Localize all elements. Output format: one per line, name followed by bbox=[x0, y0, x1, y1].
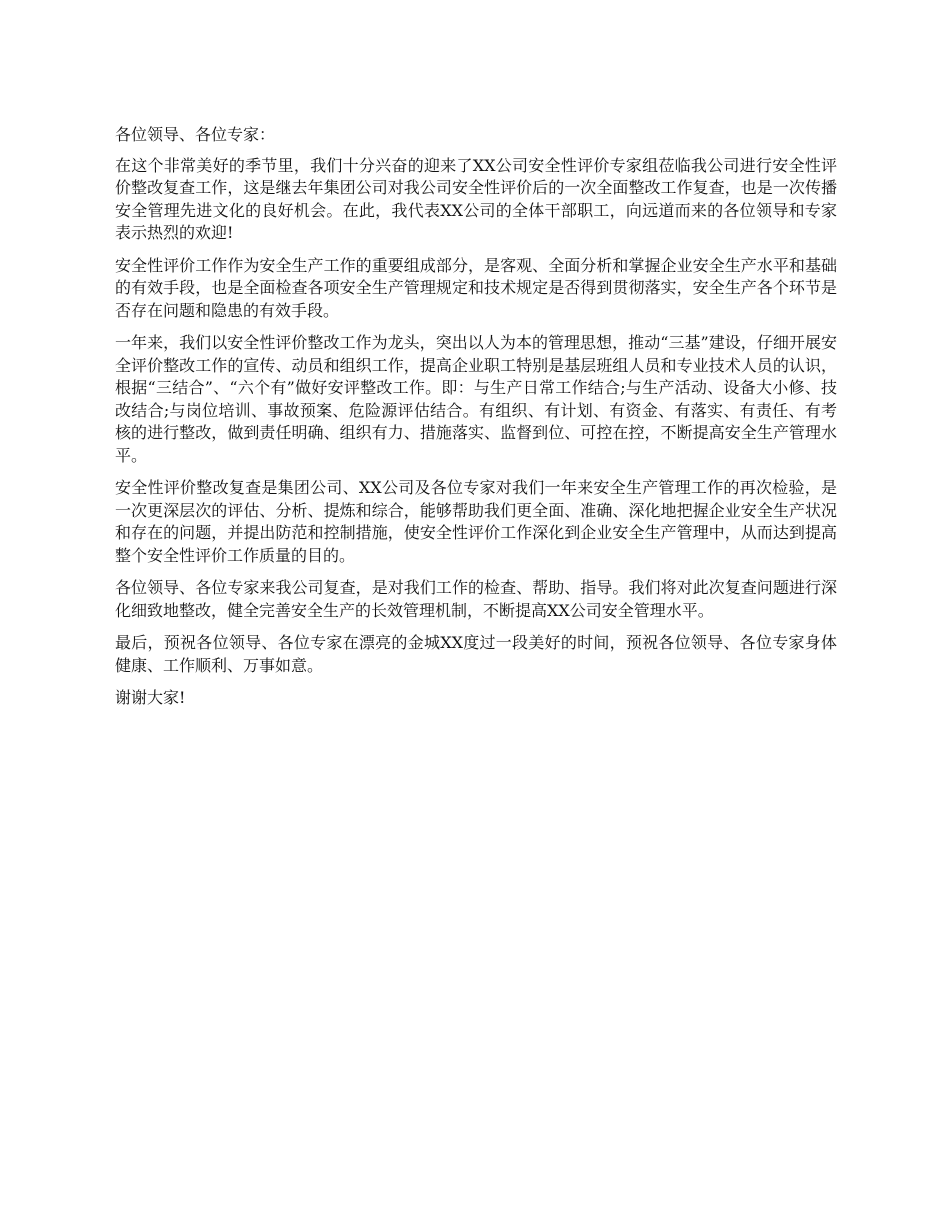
paragraph-safety-evaluation-role: 安全性评价工作作为安全生产工作的重要组成部分，是客观、全面分析和掌握企业安全生产水平和基础的有效手段，也是全面检查各项安全生产管理规定和技术规定是否得到贯彻落实，安全生产各个环节是否存在问题和隐患的有效手段。 bbox=[115, 255, 837, 320]
paragraph-wishes: 最后，预祝各位领导、各位专家在漂亮的金城XX度过一段美好的时间，预祝各位领导、各位专家身体健康、工作顺利、万事如意。 bbox=[115, 633, 837, 675]
salutation: 各位领导、各位专家： bbox=[115, 125, 276, 144]
paragraph-commitment: 各位领导、各位专家来我公司复查，是对我们工作的检查、帮助、指导。我们将对此次复查问题进行深化细致地整改，健全完善安全生产的长效管理机制，不断提高XX公司安全管理水平。 bbox=[115, 578, 837, 620]
paragraph-recheck-purpose: 安全性评价整改复查是集团公司、XX公司及各位专家对我们一年来安全生产管理工作的再次检验，是一次更深层次的评估、分析、提炼和综合，能够帮助我们更全面、准确、深化地把握企业安全生产状况和存在的问题，并提出防范和控制措施，使安全性评价工作深化到企业安全生产管理中，从而达到提高整个安全性评价工作质量的目的。 bbox=[115, 478, 837, 565]
document-body bbox=[115, 124, 837, 720]
paragraph-welcome: 在这个非常美好的季节里，我们十分兴奋的迎来了XX公司安全性评价专家组莅临我公司进行安全性评价整改复查工作，这是继去年集团公司对我公司安全性评价后的一次全面整改工作复查，也是一次传播安全管理先进文化的良好机会。在此，我代表XX公司的全体干部职工，向远道而来的各位领导和专家表示热烈的欢迎! bbox=[115, 155, 837, 242]
closing-thanks: 谢谢大家! bbox=[115, 688, 186, 707]
paragraph-year-review: 一年来，我们以安全性评价整改工作为龙头，突出以人为本的管理思想，推动“三基”建设，仔细开展安全评价整改工作的宣传、动员和组织工作，提高企业职工特别是基层班组人员和专业技术人员的认识，根据“三结合”、“六个有”做好安评整改工作。即：与生产日常工作结合;与生产活动、设备大小修、技改结合;与岗位培训、事故预案、危险源评估结合。有组织、有计划、有资金、有落实、有责任、有考核的进行整改，做到责任明确、组织有力、措施落实、监督到位、可控在控，不断提高安全生产管理水平。 bbox=[115, 333, 837, 465]
